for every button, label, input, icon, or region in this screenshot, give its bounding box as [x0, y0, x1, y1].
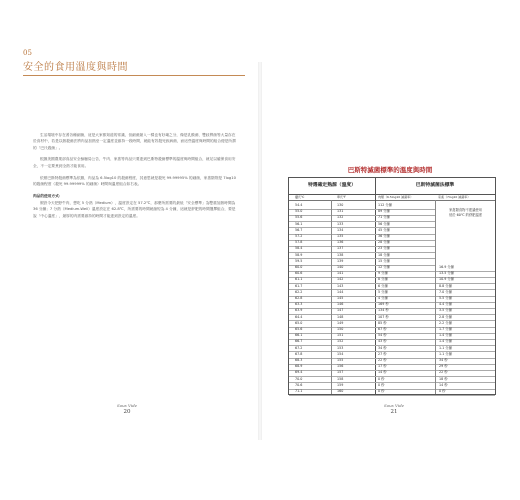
head-rule — [289, 194, 495, 195]
table-cell-meat-time: 45 分鐘 — [378, 227, 390, 232]
table-cell-meat-time: 56 分鐘 — [378, 221, 390, 226]
table-cell-celsius: 62.2 — [295, 289, 303, 294]
table-row-rule — [289, 277, 495, 278]
table-row-rule — [289, 370, 495, 371]
table-row-rule — [289, 265, 435, 266]
table-cell-meat-time: 12 分鐘 — [378, 265, 390, 269]
table-cell-fahrenheit: 152 — [337, 339, 344, 344]
table-cell-meat-time: 5 分鐘 — [378, 289, 388, 294]
table-cell-celsius: 58.9 — [295, 252, 303, 257]
body-text — [33, 132, 237, 225]
table-cell-celsius: 61.7 — [295, 283, 303, 288]
table-cell-celsius: 66.1 — [295, 333, 303, 338]
table-cell-fahrenheit: 139 — [337, 258, 344, 263]
paragraph: 依照巴斯特殺菌標準為依據，肉品為 6.5log10 的殺菌程度，其意思就是殺死 99.99995% 的細菌，家禽類則是 7log10 的殺菌程度（殺死 99.99999% 的細菌）時間與溫度組合如右表。 — [33, 175, 236, 186]
table-cell-celsius: 61.1 — [295, 277, 303, 282]
table-cell-poultry-time: 1.4 分鐘 — [439, 339, 452, 344]
table-row-rule — [289, 283, 495, 284]
table-cell-meat-time: 71 分鐘 — [378, 215, 390, 220]
table-cell-fahrenheit: 158 — [337, 376, 344, 381]
table-cell-meat-time: 18 分鐘 — [378, 252, 390, 257]
table-cell-fahrenheit: 147 — [337, 308, 344, 313]
table-cell-fahrenheit: 145 — [337, 296, 344, 300]
table-cell-poultry-time: 34 秒 — [439, 358, 448, 362]
table-row-rule — [289, 351, 495, 352]
table-row-rule — [289, 320, 495, 321]
table-row-rule — [289, 314, 495, 315]
col-head-poultry: 家禽（7log10 滅菌率） — [438, 195, 471, 199]
table-cell-poultry-time: 1.1 分鐘 — [439, 345, 452, 350]
table-cell-fahrenheit: 136 — [337, 240, 344, 245]
table-cell-meat-time: 15 分鐘 — [378, 258, 390, 263]
table-cell-meat-time: 36 分鐘 — [378, 234, 390, 238]
table-cell-celsius: 57.2 — [295, 234, 303, 238]
table-cell-poultry-time: 1.4 分鐘 — [439, 333, 452, 338]
table-row-rule — [289, 252, 435, 253]
table-row-rule — [289, 389, 495, 390]
table-row-rule — [289, 209, 435, 210]
table-cell-fahrenheit: 160 — [337, 389, 344, 393]
table-cell-meat-time: 0 秒 — [378, 389, 385, 393]
table-cell-poultry-time: 18 秒 — [439, 376, 448, 381]
table-cell-fahrenheit: 131 — [337, 209, 344, 214]
table-cell-fahrenheit: 133 — [337, 221, 344, 226]
book-gutter — [258, 62, 262, 440]
table-cell-fahrenheit: 141 — [337, 271, 344, 276]
table-cell-poultry-time: 16.9 分鐘 — [439, 265, 454, 269]
table-cell-meat-time: 43 秒 — [378, 339, 387, 344]
table-cell-fahrenheit: 137 — [337, 246, 344, 251]
table-cell-meat-time: 89 分鐘 — [378, 209, 390, 214]
pasteurization-table — [288, 177, 496, 395]
table-cell-meat-time: 23 分鐘 — [378, 246, 390, 251]
table-cell-celsius: 63.3 — [295, 302, 303, 307]
table-cell-celsius: 67.8 — [295, 351, 303, 356]
table-row-rule — [289, 358, 495, 359]
right-folio — [374, 403, 414, 415]
table-cell-poultry-time: 8.8 分鐘 — [439, 283, 452, 288]
table-cell-fahrenheit: 157 — [337, 370, 344, 375]
table-cell-fahrenheit: 156 — [337, 364, 344, 369]
table-cell-fahrenheit: 155 — [337, 358, 344, 362]
table-cell-celsius: 71.1 — [295, 389, 303, 393]
table-cell-fahrenheit: 154 — [337, 351, 344, 356]
left-folio — [107, 403, 147, 415]
table-cell-celsius: 60.0 — [295, 265, 303, 269]
table-cell-celsius: 57.8 — [295, 240, 303, 245]
table-cell-meat-time: 27 秒 — [378, 351, 387, 356]
table-row-rule — [289, 246, 435, 247]
table-cell-poultry-time: 5.5 分鐘 — [439, 296, 452, 300]
table-row-rule — [289, 302, 495, 303]
table-row-rule — [289, 215, 435, 216]
table-cell-fahrenheit: 134 — [337, 227, 344, 232]
section-number: 05 — [23, 49, 32, 57]
left-page — [12, 62, 257, 440]
table-cell-meat-time: 14 秒 — [378, 370, 387, 375]
table-row-rule — [289, 227, 435, 228]
table-row-rule — [289, 345, 495, 346]
table-cell-celsius: 62.8 — [295, 296, 303, 300]
table-cell-celsius: 54.4 — [295, 203, 303, 207]
table-cell-meat-time: 0 秒 — [378, 376, 385, 381]
table-cell-fahrenheit: 149 — [337, 320, 344, 325]
table-cell-celsius: 67.2 — [295, 345, 303, 350]
table-cell-fahrenheit: 148 — [337, 314, 344, 319]
table-cell-fahrenheit: 135 — [337, 234, 344, 238]
table-cell-poultry-time: 22 秒 — [439, 370, 448, 375]
col-head-meat: 肉類（6.5log10 滅菌率） — [378, 195, 414, 199]
table-cell-meat-time: 8 分鐘 — [378, 277, 388, 282]
table-cell-meat-time: 9 分鐘 — [378, 271, 388, 276]
table-row-rule — [289, 221, 435, 222]
table-cell-meat-time: 17 秒 — [378, 364, 387, 369]
table-cell-poultry-time: 10.9 分鐘 — [439, 277, 454, 282]
table-column-rule — [331, 200, 332, 394]
table-cell-meat-time: 67 秒 — [378, 327, 387, 331]
table-cell-celsius: 59.5 — [295, 258, 303, 263]
paragraph: 根據美國農業部食品安全檢驗局公告，牛肉、家禽等肉品只要達到巴斯特殺菌標準的溫度與時間組合，就足以確保食用安全，不一定要煮到全熟才能食用。 — [33, 157, 236, 168]
col-head-celsius: 攝氏℃ — [295, 195, 305, 199]
poultry-note: 家禽類食物不建議使用低於 60℃ 的舒肥溫度 — [449, 208, 483, 217]
table-row-rule — [289, 271, 495, 272]
folio-brand: Sous Vide — [116, 403, 138, 408]
page-number: 21 — [390, 409, 398, 415]
table-cell-fahrenheit: 153 — [337, 345, 344, 350]
divider-main — [375, 178, 376, 394]
table-cell-celsius: 70.0 — [295, 376, 303, 381]
table-cell-poultry-time: 14 秒 — [439, 382, 448, 387]
table-cell-celsius: 65.0 — [295, 320, 303, 325]
table-title: 巴斯特滅菌標準的溫度與時間 — [347, 166, 433, 174]
table-row-rule — [289, 339, 495, 340]
table-cell-poultry-time: 4.4 分鐘 — [439, 302, 452, 307]
table-cell-poultry-time: 13.5 分鐘 — [439, 271, 454, 276]
table-cell-meat-time: 4 分鐘 — [378, 296, 388, 300]
table-cell-celsius: 69.4 — [295, 370, 303, 375]
table-row-rule — [289, 364, 495, 365]
example-heading: 肉品的使用方式： — [33, 193, 63, 198]
section-title: 安全的食用溫度與時間 — [23, 62, 128, 73]
table-cell-celsius: 55.0 — [295, 209, 303, 214]
table-row-rule — [289, 376, 495, 377]
table-cell-celsius: 68.9 — [295, 364, 303, 369]
table-row-rule — [289, 234, 435, 235]
table-cell-poultry-time: 7.0 分鐘 — [439, 289, 452, 294]
paragraph: 生活環境中存在著各種細菌，這是大家都知道的常識，但細菌最入一樣也有好壞之分，像是乳酸菌、雙歧桿菌等大量存在於食材中，若是以熱殺菌法將肉品加熱至一定溫度並維持一段時間，就能有效殺死致病菌，而這些溫度與時間的組合便是所謂的「巴氏殺菌」。 — [33, 133, 236, 150]
table-cell-fahrenheit: 142 — [337, 277, 344, 282]
table-cell-meat-time: 107 秒 — [378, 314, 389, 319]
table-cell-meat-time: 28 分鐘 — [378, 240, 390, 245]
table-row-rule — [289, 308, 495, 309]
col-head-fahrenheit: 華氏℉ — [337, 195, 346, 199]
table-cell-poultry-time: 3.5 分鐘 — [439, 308, 452, 313]
table-cell-poultry-time: 1.1 分鐘 — [439, 351, 452, 356]
table-head-right: 巴斯特滅菌法標準 — [415, 183, 455, 188]
table-cell-fahrenheit: 151 — [337, 333, 344, 338]
table-cell-fahrenheit: 132 — [337, 215, 344, 220]
section-divider — [23, 75, 245, 76]
table-cell-fahrenheit: 140 — [337, 265, 344, 269]
table-cell-poultry-time: 2.2 分鐘 — [439, 320, 452, 325]
table-cell-meat-time: 134 秒 — [378, 308, 389, 313]
example-text: 假設今天把野牛肉，想吃 5 分熟（Medium），溫度設定在 57.2℃，那麼所需要的最低「安全標準」為雙重加熱時間為 36 分鐘；7 分熟（Medium-Well）溫度設定在 62.8℃，所需要的時間就縮短為 4 分鐘，這就是舒肥的時間選擇組合，要是說「中心溫度」，最厚的肉需要維持的時間才能達到設定的溫度。 — [33, 201, 236, 218]
table-cell-meat-time: 0 秒 — [378, 382, 385, 387]
table-row-rule — [289, 333, 495, 334]
table-cell-meat-time: 54 秒 — [378, 333, 387, 338]
table-cell-fahrenheit: 138 — [337, 252, 344, 257]
table-cell-meat-time: 112 分鐘 — [378, 203, 392, 207]
folio-brand: Sous Vide — [383, 403, 405, 408]
table-row-rule — [289, 395, 495, 396]
table-row-rule — [289, 258, 435, 259]
table-cell-fahrenheit: 144 — [337, 289, 344, 294]
table-cell-fahrenheit: 159 — [337, 382, 344, 387]
col-head-rule — [289, 200, 495, 201]
table-cell-celsius: 70.6 — [295, 382, 303, 387]
table-cell-celsius: 65.6 — [295, 327, 303, 331]
table-cell-fahrenheit: 150 — [337, 327, 344, 331]
table-row-rule — [289, 327, 495, 328]
table-cell-fahrenheit: 143 — [337, 283, 344, 288]
table-cell-meat-time: 34 秒 — [378, 345, 387, 350]
table-cell-celsius: 60.6 — [295, 271, 303, 276]
table-cell-fahrenheit: 146 — [337, 302, 344, 307]
table-cell-meat-time: 22 秒 — [378, 358, 387, 362]
table-cell-fahrenheit: 130 — [337, 203, 344, 207]
table-row-rule — [289, 296, 495, 297]
table-cell-meat-time: 6 分鐘 — [378, 283, 388, 288]
table-row-rule — [289, 382, 495, 383]
table-column-rule — [435, 200, 436, 394]
table-cell-celsius: 68.3 — [295, 358, 303, 362]
table-cell-celsius: 64.4 — [295, 314, 303, 319]
table-row-rule — [289, 240, 435, 241]
table-row-rule — [289, 289, 495, 290]
table-cell-meat-time: 169 秒 — [378, 302, 389, 307]
page-number: 20 — [123, 409, 131, 415]
table-cell-poultry-time: 2.8 分鐘 — [439, 314, 452, 319]
table-cell-celsius: 55.6 — [295, 215, 303, 220]
table-cell-celsius: 56.7 — [295, 227, 303, 232]
table-cell-celsius: 66.7 — [295, 339, 303, 344]
table-head-left: 特選確定熟源（溫度） — [308, 183, 356, 188]
table-cell-celsius: 63.9 — [295, 308, 303, 313]
table-cell-poultry-time: 1.7 分鐘 — [439, 327, 452, 331]
table-cell-celsius: 56.1 — [295, 221, 303, 226]
table-cell-meat-time: 85 秒 — [378, 320, 387, 325]
table-cell-celsius: 58.4 — [295, 246, 303, 251]
table-cell-poultry-time: 0 秒 — [439, 389, 446, 393]
table-cell-poultry-time: 29 秒 — [439, 364, 448, 369]
